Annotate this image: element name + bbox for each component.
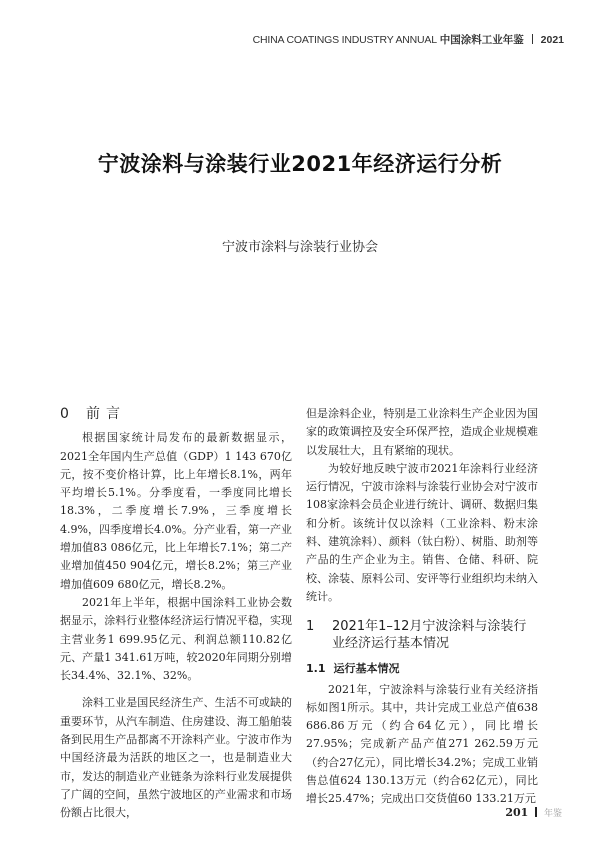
section-heading-1	[306, 618, 538, 652]
right-column	[306, 405, 538, 809]
journal-name-en: CHINA COATINGS INDUSTRY ANNUAL	[252, 34, 437, 46]
running-header	[253, 32, 564, 47]
footer-tag: 年鉴	[543, 809, 562, 819]
section-label: 前言	[86, 406, 126, 422]
section-label: 2021年1–12月宁波涂料与涂装行业经济运行基本情况	[332, 619, 527, 652]
subsection-number: 1.1	[306, 662, 326, 676]
article-title: 宁波涂料与涂装行业2021年经济运行分析	[97, 152, 503, 176]
subsection-heading-1-1	[306, 660, 538, 678]
section-number: 0	[60, 406, 69, 422]
paragraph: 涂料工业是国民经济生产、生活不可或缺的重要环节，从汽车制造、住房建设、海工船舶装备到民用生产品都离不开涂料产业。宁波市作为中国经济最为活跃的地区之一，也是制造业大市，发达的制造业产业链条为涂料行业发展提供了广阔的空间，虽然宁波地区的产业需求和市场份额占比很大，	[60, 696, 292, 820]
paragraph: 根据国家统计局发布的最新数据显示，2021全年国内生产总值（GDP）1 143 670亿元，按不变价格计算，比上年增长8.1%，两年平均增长5.1%。分季度看，一季度同比增长18.3%，二季度增长7.9%，三季度增长4.9%，四季度增长4.0%。分产业看，第一产业增加值83 086亿元，比上年增长7.1%；第二产业增加值450 904亿元，增长8.2%；第三产业增加值609 680亿元，增长8.2%。	[60, 431, 292, 591]
page-footer	[505, 806, 562, 819]
footer-divider	[535, 807, 537, 817]
header-divider	[532, 34, 533, 44]
left-column	[60, 405, 292, 823]
paragraph: 2021年，宁波涂料与涂装行业有关经济指标如图1所示。其中，共计完成工业总产值638 686.86万元（约合64亿元），同比增长27.95%；完成新产品产值271 262.59万元（约合27亿元），同比增长34.2%；完成工业销售总值624 130.13万元（约合62亿元），同比增长25.47%；完成出口交货值60 133.21万元	[306, 682, 538, 806]
section-number: 1	[306, 619, 315, 635]
paragraph: 2021年上半年，根据中国涂料工业协会数据显示，涂料行业整体经济运行情况平稳，实现主营业务1 699.95亿元、利润总额110.82亿元、产量1 341.61万吨，较2020年同期分别增长34.4%、32.1%、32%。	[60, 595, 292, 683]
journal-year: 2021	[540, 34, 564, 46]
subsection-label: 运行基本情况	[333, 662, 400, 676]
journal-name-cn: 中国涂料工业年鉴	[439, 34, 524, 46]
page-number: 201	[505, 806, 529, 819]
article-author: 宁波市涂料与涂装行业协会	[221, 240, 378, 255]
paragraph: 为较好地反映宁波市2021年涂料行业经济运行情况，宁波市涂料与涂装行业协会对宁波市108家涂料会员企业进行统计、调研、数据归集和分析。该统计仅以涂料（工业涂料、粉末涂料、建筑涂料）、颜料（钛白粉）、树脂、助剂等产品的生产企业为主。销售、仓储、科研、院校、涂装、原料公司、安评等行业组织均未纳入统计。	[306, 461, 538, 603]
section-heading-0	[60, 405, 292, 423]
paragraph-continued: 但是涂料企业，特别是工业涂料生产企业因为国家的政策调控及安全环保严控，造成企业规模难以发展壮大，且有紧缩的现状。	[306, 407, 538, 457]
